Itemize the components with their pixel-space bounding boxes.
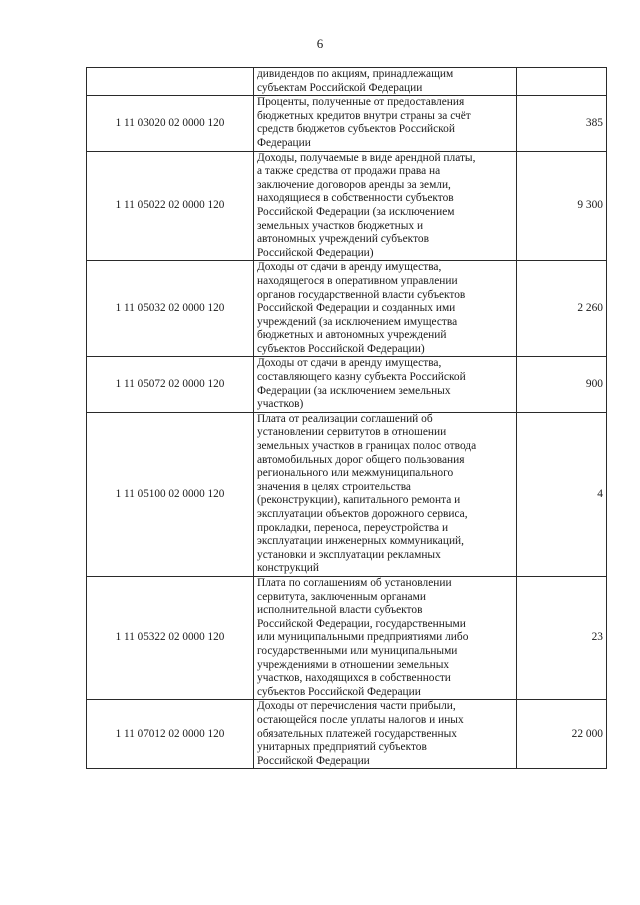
description-line: Плата от реализации соглашений об <box>257 412 433 425</box>
description-line: Российской Федерации и созданных ими <box>257 302 456 315</box>
amount-cell <box>517 68 607 96</box>
description-line: учреждений (за исключением имущества <box>257 315 458 328</box>
description-line: или муниципальными предприятиями либо <box>257 631 469 644</box>
description-line: автономных учреждений субъектов <box>257 233 429 246</box>
description-line: Российской Федерации <box>257 754 370 767</box>
description-line: Плата по соглашениям об установлении <box>257 576 452 589</box>
description-line: бюджетных и автономных учреждений <box>257 329 447 342</box>
revenue-description-cell <box>254 96 517 151</box>
description-line: значения в целях строительства <box>257 480 411 493</box>
amount-cell: 4 <box>517 412 607 576</box>
description-line: средств бюджетов субъектов Российской <box>257 123 455 136</box>
amount-cell: 9 300 <box>517 151 607 261</box>
table-row <box>87 68 607 96</box>
table-row <box>87 412 607 576</box>
description-line: Доходы от сдачи в аренду имущества, <box>257 261 442 274</box>
description-line: бюджетных кредитов внутри страны за счёт <box>257 109 471 122</box>
description-line: Российской Федерации (за исключением <box>257 205 455 218</box>
description-line: прокладки, переноса, переустройства и <box>257 521 449 534</box>
revenue-description-cell <box>254 68 517 96</box>
revenue-code-cell: 1 11 05100 02 0000 120 <box>87 412 254 576</box>
description-line: Федерации (за исключением земельных <box>257 384 451 397</box>
amount-cell: 385 <box>517 96 607 151</box>
description-line: унитарных предприятий субъектов <box>257 741 427 754</box>
description-line: субъектов Российской Федерации <box>257 685 421 698</box>
table-row <box>87 151 607 261</box>
description-line: участков) <box>257 398 304 411</box>
description-line: (реконструкции), капитального ремонта и <box>257 494 461 507</box>
revenue-code-cell: 1 11 05022 02 0000 120 <box>87 151 254 261</box>
revenue-description-cell <box>254 151 517 261</box>
description-line: установлении сервитутов в отношении <box>257 426 447 439</box>
revenue-description-cell <box>254 357 517 412</box>
revenue-description-cell <box>254 412 517 576</box>
table-body <box>87 68 607 769</box>
revenue-code-cell: 1 11 05032 02 0000 120 <box>87 261 254 357</box>
revenue-code-cell: 1 11 05072 02 0000 120 <box>87 357 254 412</box>
table-row <box>87 357 607 412</box>
revenue-code-cell: 1 11 03020 02 0000 120 <box>87 96 254 151</box>
revenue-code-cell <box>87 68 254 96</box>
revenue-description-cell <box>254 700 517 769</box>
description-line: конструкций <box>257 562 319 575</box>
amount-cell: 22 000 <box>517 700 607 769</box>
budget-revenue-table <box>86 67 607 769</box>
description-line: государственными или муниципальными <box>257 644 458 657</box>
description-line: остающейся после уплаты налогов и иных <box>257 713 464 726</box>
description-line: Федерации <box>257 136 311 149</box>
description-line: автомобильных дорог общего пользования <box>257 453 465 466</box>
revenue-description-cell <box>254 576 517 699</box>
table-row <box>87 700 607 769</box>
description-line: субъектов Российской Федерации) <box>257 342 425 355</box>
description-line: исполнительной власти субъектов <box>257 604 423 617</box>
revenue-code-cell: 1 11 07012 02 0000 120 <box>87 700 254 769</box>
description-line: земельных участков в границах полос отвода <box>257 440 477 453</box>
description-line: дивидендов по акциям, принадлежащим <box>257 68 454 80</box>
description-line: регионального или межмуниципального <box>257 467 454 480</box>
description-line: земельных участков бюджетных и <box>257 219 424 232</box>
page-number: 6 <box>316 36 324 51</box>
description-line: эксплуатации объектов дорожного сервиса, <box>257 508 468 520</box>
description-line: сервитута, заключенным органами <box>257 590 426 603</box>
description-line: находящиеся в собственности субъектов <box>257 192 454 205</box>
revenue-description-cell <box>254 261 517 357</box>
description-line: составляющего казну субъекта Российской <box>257 371 466 384</box>
table-row <box>87 261 607 357</box>
description-line: Российской Федерации, государственными <box>257 617 466 630</box>
description-line: участков, находящихся в собственности <box>257 672 451 685</box>
description-line: органов государственной власти субъектов <box>257 288 466 301</box>
description-line: а также средства от продажи права на <box>257 165 441 178</box>
description-line: Проценты, полученные от предоставления <box>257 96 465 109</box>
amount-cell: 23 <box>517 576 607 699</box>
table-row <box>87 576 607 699</box>
description-line: учреждениями в отношении земельных <box>257 658 450 671</box>
amount-cell: 2 260 <box>517 261 607 357</box>
table-row <box>87 96 607 151</box>
description-line: находящегося в оперативном управлении <box>257 274 458 287</box>
description-line: обязательных платежей государственных <box>257 727 457 740</box>
description-line: установки и эксплуатации рекламных <box>257 548 441 561</box>
description-line: Доходы от сдачи в аренду имущества, <box>257 357 442 370</box>
amount-cell: 900 <box>517 357 607 412</box>
description-line: эксплуатации инженерных коммуникаций, <box>257 535 464 548</box>
description-line: Российской Федерации) <box>257 246 374 259</box>
description-line: субъектам Российской Федерации <box>257 81 423 94</box>
description-line: заключение договоров аренды за земли, <box>257 178 451 191</box>
description-line: Доходы, получаемые в виде арендной платы, <box>257 151 476 164</box>
description-line: Доходы от перечисления части прибыли, <box>257 700 456 713</box>
revenue-code-cell: 1 11 05322 02 0000 120 <box>87 576 254 699</box>
